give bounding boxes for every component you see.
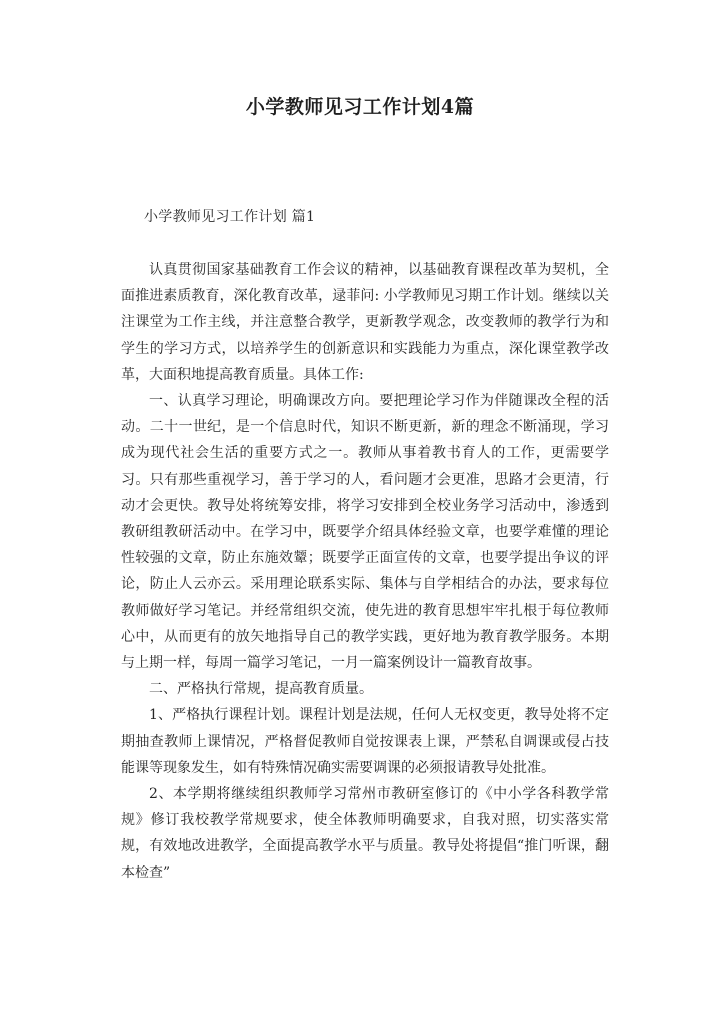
paragraph-teaching-routine: 2、本学期将继续组织教师学习常州市教研室修订的《中小学各科教学常规》修订我校教学常规要求，使全体教师明确要求，自我对照，切实落实常规，有效地改进教学，全面提高教学水平与质量。教导处将提倡“推门听课，翻本检查” — [121, 786, 609, 881]
paragraph-course-plan: 1、严格执行课程计划。课程计划是法规，任何人无权变更，教导处将不定期抽查教师上课情况，严格督促教师自觉按课表上课，严禁私自调课或侵占技能课等现象发生，如有特殊情况确实需要调课的必须报请教导处批准。 — [121, 707, 609, 776]
section-heading: 小学教师见习工作计划 篇1 — [144, 209, 316, 225]
paragraph-intro: 认真贯彻国家基础教育工作会议的精神，以基础教育课程改革为契机，全面推进素质教育，深化教育改革，逯菲问: 小学教师见习期工作计划。继续以关注课堂为工作主线，并注意整合教学，更新教学观念，改变教师的教学行为和学生的学习方式，以培养学生的创新意识和实践能力为重点，深化课堂教学改革，大面积地提高教育质量。具体工作: — [121, 262, 609, 383]
paragraph-heading-routine: 二、严格执行常规，提高教育质量。 — [149, 681, 373, 698]
document-title: 小学教师见习工作计划4篇 — [245, 96, 475, 118]
paragraph-theory-study: 一、认真学习理论，明确课改方向。要把理论学习作为伴随课改全程的活动。二十一世纪，是一个信息时代，知识不断更新，新的理念不断涌现，学习成为现代社会生活的重要方式之一。教师从事着教书育人的工作，更需要学习。只有那些重视学习，善于学习的人，看问题才会更准，思路才会更清，行动才会更快。教导处将统筹安排，将学习安排到全校业务学习活动中，渗透到教研组教研活动中。在学习中，既要学介绍具体经验文章，也要学难懂的理论性较强的文章，防止东施效颦；既要学正面宣传的文章，也要学提出争议的评论，防止人云亦云。采用理论联系实际、集体与自学相结合的办法，要求每位教师做好学习笔记。并经常组织交流，使先进的教育思想牢牢扎根于每位教师心中，从而更有的放矢地指导自己的教学实践，更好地为教育教学服务。本期与上期一样，每周一篇学习笔记，一月一篇案例设计一篇教育故事。 — [121, 393, 609, 672]
document-body — [121, 257, 609, 886]
